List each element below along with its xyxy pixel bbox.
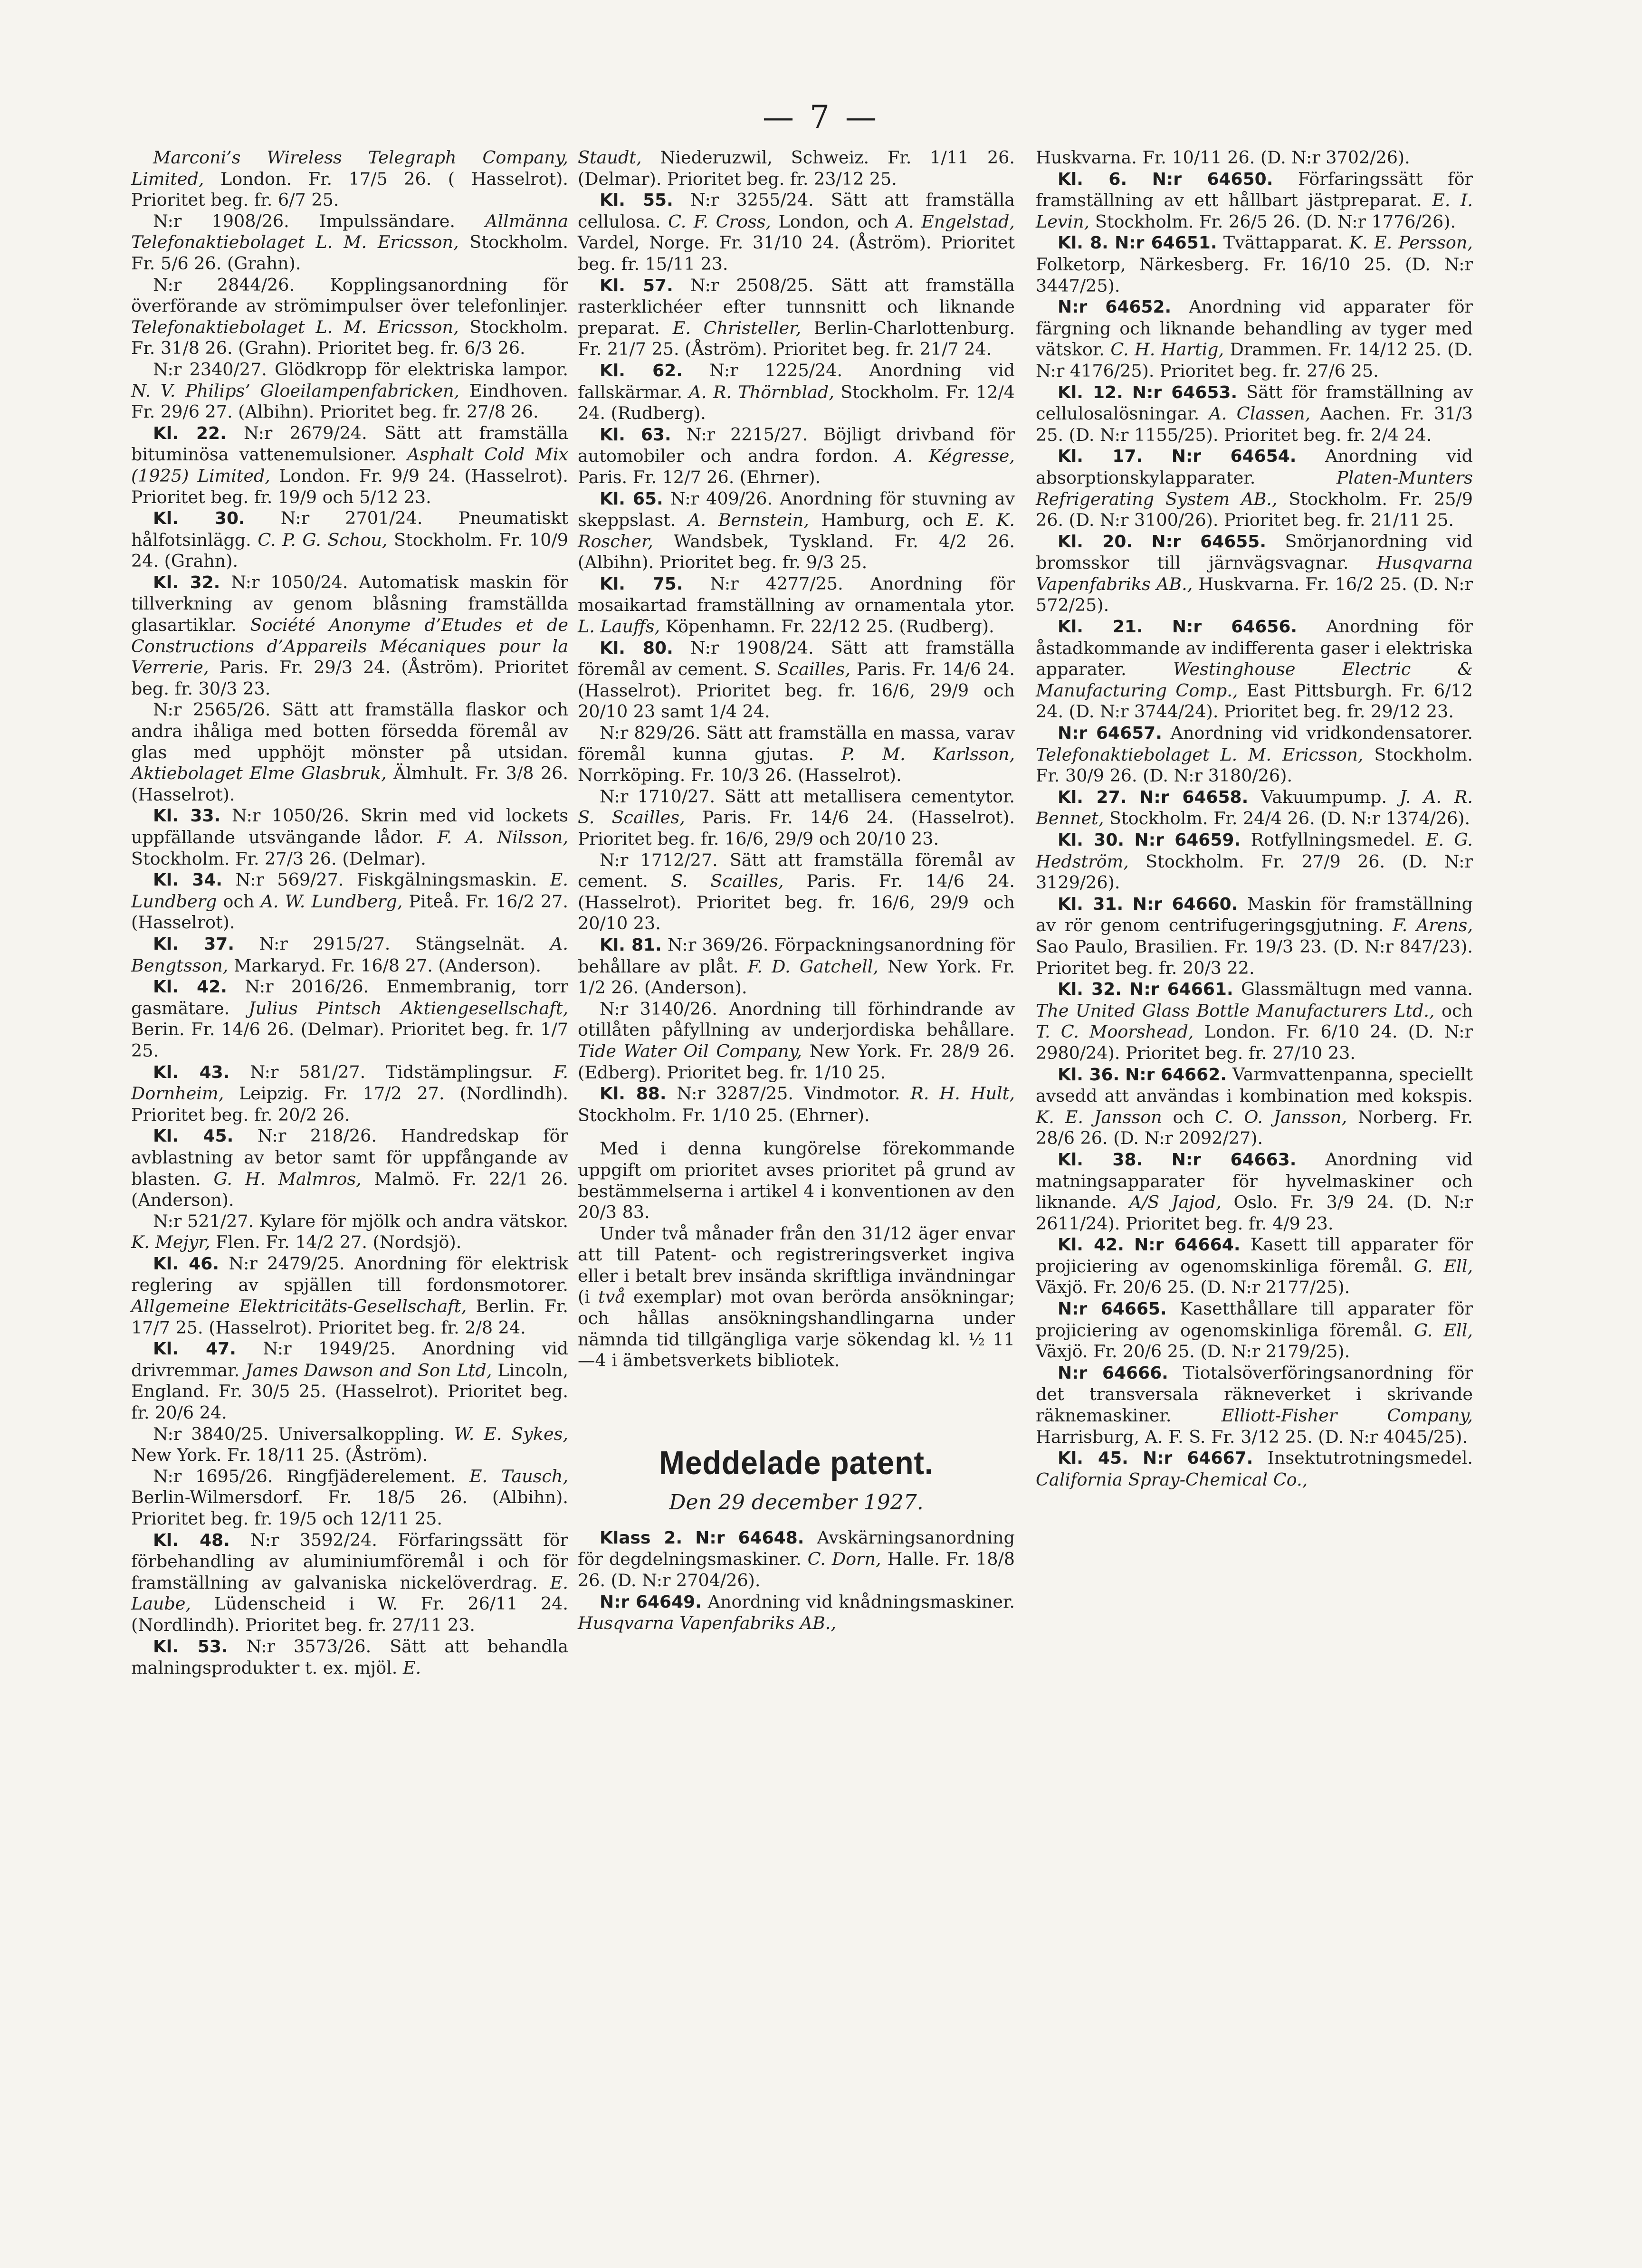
patent-entry [1036, 382, 1473, 446]
class-label: Kl. 12. [1058, 382, 1123, 402]
entry-details: Oslo. Fr. 3/9 24. (D. N:r 2611/24). Prioritet beg. fr. 4/9 23. [1036, 1192, 1473, 1234]
patent-entry [131, 1338, 568, 1423]
class-label: Kl. 21. [1058, 617, 1143, 637]
applicant-name: C. F. Cross, [668, 211, 772, 232]
entry-text: N:r 3255/24. Sätt att framställa cellulosa. [578, 190, 1015, 232]
applicant-name: Elliott-Fisher Company, [1221, 1405, 1473, 1426]
class-label: Kl. 43. [153, 1062, 230, 1082]
entry-text: N:r 3840/25. Universalkoppling. [153, 1423, 454, 1444]
patent-entry [131, 423, 568, 508]
applicant-name: R. H. Hult, [910, 1083, 1015, 1104]
patent-entry [578, 850, 1015, 934]
applicant-name: G. Ell, [1413, 1256, 1473, 1277]
entry-text: N:r 2215/27. Böjligt drivband för automobiler och andra fordon. [578, 424, 1015, 467]
entry-details: Niederuzwil, Schweiz. Fr. 1/11 26. (Delmar). Prioritet beg. fr. 23/12 25. [578, 147, 1015, 189]
column-3 [1036, 147, 1473, 1490]
patent-number: N:r 64660. [1132, 894, 1238, 914]
patent-entry [131, 508, 568, 572]
applicant-name: California Spray-Chemical Co., [1036, 1469, 1308, 1490]
entry-text: N:r 2844/26. Kopplingsanordning för överförande av strömimpulser över telefonlinjer. [131, 274, 568, 316]
applicant-name: J. A. R. Bennet, [1036, 786, 1473, 829]
section-heading: Meddelade patent. [659, 1444, 934, 1481]
class-label: Kl. 36. [1058, 1065, 1120, 1085]
column-2-granted-patents [578, 1527, 1015, 1634]
applicant-name: Société Anonyme d’Etudes et de Constructions d’Appareils Mécaniques pour la Verrerie, [131, 615, 568, 678]
entry-text: N:r 1908/26. Impulssändare. [153, 210, 486, 231]
objection-notice [578, 1223, 1015, 1372]
patent-number: N:r 64652. [1058, 297, 1172, 317]
applicant-name: G. Ell, [1413, 1320, 1473, 1341]
class-label: Kl. 45. [153, 1126, 234, 1146]
entry-details: och [1162, 1106, 1215, 1127]
entry-text: Avskärningsanordning för degdelningsmaskiner. [578, 1527, 1015, 1570]
applicant-name: Asphalt Cold Mix (1925) Limited, [131, 444, 568, 486]
patent-entry [578, 190, 1015, 275]
entry-text: Anordning vid knådningsmaskiner. [701, 1591, 1015, 1612]
applicant-name: E. Lundberg [131, 869, 569, 912]
patent-entry [578, 275, 1015, 360]
class-label: Kl. 17. [1058, 447, 1143, 467]
patent-entry [1036, 1363, 1473, 1448]
entry-details: Vardel, Norge. Fr. 31/10 24. (Åström). Prioritet beg. fr. 15/11 23. [578, 232, 1015, 274]
class-label: Kl. 75. [600, 574, 683, 594]
entry-details: Paris. Fr. 14/6 24. (Hasselrot). Prioritet beg. fr. 16/6, 29/9 och 20/10 23 samt 1/4 24. [578, 659, 1015, 722]
entry-text: N:r 369/26. Förpackningsanordning för behållare av plåt. [578, 934, 1015, 977]
patent-entry [578, 638, 1015, 723]
entry-details: Berin. Fr. 14/6 26. (Delmar). Prioritet beg. fr. 1/7 25. [131, 1019, 568, 1061]
patent-entry [578, 723, 1015, 786]
entry-details: London, och [771, 211, 896, 232]
patent-entry [131, 1530, 568, 1636]
patent-entry [578, 573, 1015, 638]
patent-entry [578, 999, 1015, 1083]
class-label: Kl. 45. [1058, 1448, 1128, 1468]
entry-text: N:r 1710/27. Sätt att metallisera cementytor. [600, 786, 1015, 807]
page-number: — 7 — [763, 99, 879, 135]
applicant-name: F. Dornheim, [131, 1061, 568, 1104]
applicant-name: A/S Jajod, [1129, 1192, 1222, 1213]
class-label: Kl. 62. [600, 361, 683, 381]
section-date: Den 29 december 1927. [669, 1490, 924, 1515]
class-label: Kl. 48. [153, 1530, 230, 1550]
class-label: Kl. 42. [1058, 1235, 1124, 1255]
entry-text: N:r 2679/24. Sätt att framställa bituminösa vattenemulsioner. [131, 422, 569, 465]
entry-details: Berlin-Wilmersdorf. Fr. 18/5 26. (Albihn). Prioritet beg. fr. 19/5 och 12/11 25. [131, 1487, 568, 1529]
applicant-name: A. Engelstad, [896, 211, 1015, 232]
class-label: Kl. 63. [600, 425, 671, 445]
entry-text: N:r 2701/24. Pneumatiskt hålfotsinlägg. [131, 508, 568, 550]
class-label: Kl. 38. [1058, 1150, 1143, 1170]
patent-number: N:r 64665. [1058, 1299, 1167, 1319]
entry-text: N:r 829/26. Sätt att framställa en massa, varav föremål kunna gjutas. [578, 723, 1015, 764]
patent-number: N:r 64663. [1171, 1150, 1297, 1170]
patent-number: N:r 64648. [695, 1528, 804, 1548]
entry-text: N:r 409/26. Anordning för stuvning av skeppslast. [578, 488, 1015, 531]
applicant-name: S. Scailles, [578, 807, 685, 828]
entry-text: Anordning vid absorptionskylapparater. [1036, 446, 1473, 488]
entry-details: Paris. Fr. 14/6 24. (Hasselrot). Prioritet beg. fr. 16/6, 29/9 och 20/10 23. [578, 807, 1015, 849]
entry-text: N:r 2565/26. Sätt att framställa flaskor och andra ihåliga med botten försedda föremål av glas med upphöjt mönster på utsidan. [131, 699, 568, 762]
applicant-name: Staudt, [578, 147, 642, 168]
entry-text: N:r 569/27. Fiskgälningsmaskin. [235, 869, 550, 890]
patent-entry [1036, 169, 1473, 233]
patent-entry [1036, 1234, 1473, 1298]
patent-entry [1036, 1298, 1473, 1363]
entry-details: Halle. Fr. 18/8 26. (D. N:r 2704/26). [578, 1549, 1015, 1591]
entry-text: Sätt för framställning av cellulosalösningar. [1036, 381, 1473, 424]
entry-text: N:r 1050/26. Skrin med vid lockets uppfällande utsvängande lådor. [131, 805, 569, 848]
class-label: Kl. 33. [153, 806, 221, 826]
applicant-name: S. Scailles, [754, 659, 850, 680]
patent-entry [578, 1527, 1015, 1591]
applicant-name: Westinghouse Electric & Manufacturing Comp., [1036, 659, 1473, 701]
patent-entry [1036, 787, 1473, 829]
entry-text: N:r 2479/25. Anordning för elektrisk reglering av spjällen till fordonsmotorer. [131, 1253, 568, 1296]
entry-text: Smörjanordning vid bromsskor till järnvägsvagnar. [1036, 531, 1473, 573]
entry-text: N:r 2016/26. Enmembranig, torr gasmätare. [131, 976, 568, 1019]
applicant-name: E. Christeller, [672, 317, 802, 338]
patent-entry [131, 976, 568, 1061]
entry-details: Stockholm. Fr. 30/9 26. (D. N:r 3180/26). [1036, 744, 1473, 786]
applicant-name: A. R. Thörnblad, [688, 381, 834, 402]
entry-text: Rotfyllningsmedel. [1241, 829, 1426, 850]
applicant-name: F. Arens, [1392, 915, 1473, 936]
entry-details: Stockholm. Fr. 27/3 26. (Delmar). [131, 848, 426, 869]
entry-details: Sao Paulo, Brasilien. Fr. 19/3 23. (D. N:r 847/23). Prioritet beg. fr. 20/3 22. [1036, 936, 1473, 978]
applicant-name: Marconi’s Wireless Telegraph Company, Limited, [131, 147, 568, 189]
patent-entry [131, 1636, 568, 1679]
patent-entry [578, 934, 1015, 999]
entry-details: Flen. Fr. 14/2 27. (Nordsjö). [210, 1232, 462, 1253]
entry-text: N:r 2508/25. Sätt att framställa rasterklichéer efter tunnsnitt och liknande preparat. [578, 275, 1015, 338]
entry-text: Anordning vid vridkondensatorer. [1162, 723, 1473, 743]
applicant-name: F. D. Gatchell, [747, 956, 879, 977]
applicant-name: Platen-Munters Refrigerating System AB., [1036, 467, 1473, 509]
entry-text: Tvättapparat. [1217, 232, 1349, 253]
patent-number: N:r 64658. [1139, 787, 1249, 807]
applicant-name: W. E. Sykes, [454, 1423, 568, 1444]
entry-details: Huskvarna. Fr. 16/2 25. (D. N:r 572/25). [1036, 573, 1473, 616]
entry-text: Insektutrotningsmedel. [1253, 1448, 1473, 1468]
patent-number: N:r 64661. [1129, 980, 1233, 1000]
entry-details: Stockholm. Fr. 24/4 26. (D. N:r 1374/26). [1104, 808, 1470, 829]
applicant-name: Allgemeine Elektricitäts-Gesellschaft, [131, 1296, 467, 1317]
patent-number: N:r 64650. [1152, 169, 1273, 189]
objection-notice-text-a: Under två månader från den 31/12 äger envar att till Patent- och registreringsverket ingiva eller i betalt brev insända skriftliga invändningar (i [578, 1223, 1015, 1307]
patent-entry [131, 275, 568, 359]
entry-details: London. Fr. 6/10 24. (D. N:r 2980/24). Prioritet beg. fr. 27/10 23. [1036, 1021, 1473, 1063]
class-label: Kl. 30. [1058, 830, 1125, 850]
class-label: Kl. 80. [600, 638, 673, 658]
entry-details: Malmö. Fr. 22/1 26. (Anderson). [131, 1168, 568, 1210]
patent-entry [131, 699, 568, 805]
class-label: Kl. 42. [153, 977, 227, 997]
patent-entry [131, 934, 568, 976]
entry-details: Växjö. Fr. 20/6 25. (D. N:r 2177/25). [1036, 1277, 1350, 1298]
applicant-name: E. G. Hedström, [1036, 829, 1473, 872]
entry-details: Harrisburg, A. F. S. Fr. 3/12 25. (D. N:r 4045/25). [1036, 1426, 1468, 1447]
entry-text: N:r 1050/24. Automatisk maskin för tillverkning av genom blåsning framställda glasartiklar. [131, 572, 568, 636]
applicant-name: Aktiebolaget Elme Glasbruk, [131, 763, 387, 784]
entry-text: N:r 2340/27. Glödkropp för elektriska lampor. [153, 359, 568, 380]
entry-text: N:r 218/26. Handredskap för avblastning av betor samt för uppfångande av blasten. [131, 1125, 568, 1189]
applicant-name: The United Glass Bottle Manufacturers Ltd., [1036, 1000, 1435, 1021]
entry-text: Förfaringssätt för framställning av ett hållbart jästpreparat. [1036, 168, 1473, 211]
class-label: Kl. 53. [153, 1637, 228, 1657]
patent-entry [131, 1062, 568, 1126]
class-label: Kl. 37. [153, 934, 235, 954]
patent-number: N:r 64657. [1058, 724, 1162, 743]
applicant-name: N. V. Philips’ Gloeilampenfabricken, [131, 380, 460, 401]
entry-details: Stockholm. Fr. 12/4 24. (Rudberg). [578, 381, 1015, 424]
entry-details: Lincoln, England. Fr. 30/5 25. (Hasselrot). Prioritet beg. fr. 20/6 24. [131, 1360, 568, 1423]
entry-details: Älmhult. Fr. 3/8 26. (Hasselrot). [131, 763, 568, 805]
class-label: Kl. 6. [1058, 169, 1127, 189]
patent-entry [131, 1211, 568, 1253]
applicant-name: C. P. G. Schou, [258, 529, 388, 550]
patent-entry [1036, 616, 1473, 723]
applicant-name: James Dawson and Son Ltd, [245, 1360, 492, 1381]
entry-details: Folketorp, Närkesberg. Fr. 16/10 25. (D. N:r 3447/25). [1036, 254, 1473, 296]
applicant-name: C. O. Jansson, [1215, 1106, 1347, 1127]
patent-entry [131, 1125, 568, 1210]
patent-number: N:r 64655. [1151, 532, 1267, 552]
class-label: Kl. 22. [153, 423, 227, 443]
granted-patents-heading-block [578, 1443, 1015, 1517]
patent-entry [1036, 979, 1473, 1064]
class-label: Klass 2. [600, 1528, 683, 1548]
entry-text: N:r 3592/24. Förfaringssätt för förbehandling av aluminiumföremål i och för framställning av galvaniska nickelöverdrag. [131, 1529, 568, 1593]
entry-details: Hamburg, och [809, 510, 966, 531]
entry-details: Stockholm. Fr. 27/9 26. (D. N:r 3129/26). [1036, 851, 1473, 893]
entry-details: Aachen. Fr. 31/3 25. (D. N:r 1155/25). Prioritet beg. fr. 2/4 24. [1036, 403, 1473, 445]
applicant-name: Allmänna Telefonaktiebolaget L. M. Ericsson, [131, 210, 568, 253]
applicant-name: T. C. Moorshead, [1036, 1021, 1194, 1042]
patent-entry [1036, 531, 1473, 616]
entry-text: Kasett till apparater för projiciering av ogenomskinliga föremål. [1036, 1234, 1473, 1277]
class-label: Kl. 32. [1058, 980, 1122, 1000]
entry-details: Drammen. Fr. 14/12 25. (D. N:r 4176/25). Prioritet beg. fr. 27/6 25. [1036, 339, 1473, 381]
patent-number: N:r 64656. [1172, 617, 1298, 637]
entry-details: Stockholm. Fr. 26/5 26. (D. N:r 1776/26). [1089, 211, 1456, 232]
entry-details: Leipzig. Fr. 17/2 27. (Nordlindh). Prioritet beg. fr. 20/2 26. [131, 1083, 568, 1125]
entry-details: och [217, 891, 261, 912]
applicant-name: Husqvarna Vapenfabriks AB., [578, 1613, 836, 1634]
entry-details: New York. Fr. 18/11 25. (Åström). [131, 1445, 428, 1466]
applicant-name: K. Mejyr, [131, 1232, 210, 1253]
applicant-name: F. A. Nilsson, [437, 827, 568, 848]
entry-text: Anordning vid apparater för färgning och liknande behandling av tyger med vätskor. [1036, 296, 1473, 360]
patent-number: N:r 64666. [1058, 1363, 1168, 1383]
patent-entry [578, 424, 1015, 488]
class-label: Kl. 88. [600, 1084, 667, 1104]
patent-entry [1036, 147, 1473, 169]
patent-number: N:r 64662. [1125, 1065, 1227, 1085]
applicant-name: E. K. Roscher, [578, 510, 1015, 552]
entry-text: Huskvarna. Fr. 10/11 26. (D. N:r 3702/26). [1036, 147, 1410, 168]
patent-number: N:r 64659. [1134, 830, 1241, 850]
entry-details: Paris. Fr. 12/7 26. (Ehrner). [578, 467, 821, 487]
class-label: Kl. 32. [153, 572, 220, 592]
patent-entry [1036, 232, 1473, 296]
patent-entry [131, 572, 568, 700]
entry-text: Anordning vid matningsapparater för hyvelmaskiner och liknande. [1036, 1149, 1473, 1213]
class-label: Kl. 46. [153, 1254, 220, 1274]
patent-number: N:r 64649. [600, 1592, 702, 1612]
entry-text: Maskin för framställning av rör genom centrifugeringsgjutning. [1036, 893, 1473, 936]
entry-text: N:r 2915/27. Stängselnät. [259, 933, 551, 954]
entry-text: Tiotalsöverföringsanordning för det transversala räkneverket i skrivande räknemaskiner. [1036, 1362, 1473, 1426]
patent-number: N:r 64654. [1171, 447, 1297, 467]
patent-entry [1036, 1448, 1473, 1490]
column-2 [578, 147, 1015, 1634]
patent-entry [1036, 894, 1473, 979]
objection-notice-emphasis: två [598, 1286, 626, 1307]
entry-details: Stockholm. Fr. 31/8 26. (Grahn). Prioritet beg. fr. 6/3 26. [131, 316, 568, 359]
entry-text: Glassmältugn med vanna. [1233, 979, 1473, 1000]
entry-details: New York. Fr. 1/2 26. (Anderson). [578, 956, 1015, 998]
patent-entry [1036, 296, 1473, 381]
entry-details: Berlin-Charlottenburg. Fr. 21/7 25. (Åström). Prioritet beg. fr. 21/7 24. [578, 317, 1015, 360]
entry-details: Wandsbek, Tyskland. Fr. 4/2 26. (Albihn). Prioritet beg. fr. 9/3 25. [578, 531, 1015, 573]
entry-text: N:r 4277/25. Anordning för mosaikartad framställning av ornamentala ytor. [578, 573, 1015, 616]
entry-details: Norberg. Fr. 28/6 26. (D. N:r 2092/27). [1036, 1106, 1473, 1149]
entry-details: Markaryd. Fr. 16/8 27. (Anderson). [228, 955, 541, 976]
applicant-name: P. M. Karlsson, [841, 743, 1015, 764]
patent-entry [1036, 446, 1473, 531]
patent-entry [1036, 829, 1473, 894]
entry-details: Stockholm. Fr. 1/10 25. (Ehrner). [578, 1105, 870, 1125]
class-label: Kl. 81. [600, 935, 662, 955]
class-label: Kl. 31. [1058, 894, 1124, 914]
patent-entry [578, 147, 1015, 190]
patent-number: N:r 64664. [1134, 1235, 1241, 1255]
entry-text: N:r 521/27. Kylare för mjölk och andra vätskor. [153, 1210, 568, 1231]
patent-number: N:r 64651. [1115, 233, 1217, 253]
patent-number: N:r 64653. [1132, 382, 1238, 402]
patent-entry [578, 360, 1015, 424]
entry-details: East Pittsburgh. Fr. 6/12 24. (D. N:r 3744/24). Prioritet beg. fr. 29/12 23. [1036, 680, 1473, 722]
patent-entry [131, 147, 568, 211]
entry-text: N:r 3287/25. Vindmotor. [677, 1083, 911, 1104]
patent-entry [578, 488, 1015, 573]
applicant-name: A. Kégresse, [895, 446, 1015, 467]
patent-entry [1036, 723, 1473, 787]
priority-notice: Med i denna kungörelse förekommande uppgift om prioritet avses prioritet på grund av bestämmelserna i artikel 4 i konventionen av den 20/3 83. [578, 1138, 1015, 1223]
entry-text: N:r 3573/26. Sätt att behandla malningsprodukter t. ex. mjöl. [131, 1636, 569, 1678]
applicant-name: C. Dorn, [807, 1549, 881, 1570]
applicant-name: E. I. Levin, [1036, 190, 1473, 232]
entry-text: Vakuumpump. [1248, 786, 1400, 807]
entry-details: Köpenhamn. Fr. 22/12 25. (Rudberg). [660, 616, 994, 637]
entry-text: N:r 1225/24. Anordning vid fallskärmar. [578, 360, 1015, 402]
entry-details: Piteå. Fr. 16/2 27. (Hasselrot). [131, 891, 569, 933]
entry-details: London. Fr. 9/9 24. (Hasselrot). Prioritet beg. fr. 19/9 och 5/12 23. [131, 465, 568, 507]
entry-text: Varmvattenpanna, speciellt avsedd att användas i kombination med kokspis. [1036, 1064, 1473, 1106]
column-1 [131, 147, 568, 1679]
patent-entry [131, 211, 568, 275]
entry-details: Paris. Fr. 29/3 24. (Åström). Prioritet beg. fr. 30/3 23. [131, 657, 568, 699]
applicant-name: S. Scailles, [671, 871, 784, 892]
entry-details: Lüdenscheid i W. Fr. 26/11 24. (Nordlindh). Prioritet beg. fr. 27/11 23. [131, 1593, 568, 1635]
applicant-name: L. Lauffs, [578, 616, 660, 637]
applicant-name: A. Classen, [1209, 403, 1311, 424]
applicant-name: C. H. Hartig, [1110, 339, 1224, 360]
applicant-name: E. Tausch, [469, 1466, 568, 1487]
patent-entry [131, 1466, 568, 1530]
applicant-name: E. [402, 1658, 421, 1678]
entry-details: och [1434, 1000, 1473, 1021]
entry-text: N:r 1712/27. Sätt att framställa föremål av cement. [578, 849, 1015, 892]
patent-entry [131, 359, 568, 423]
objection-notice-text-b: exemplar) mot ovan berörda ansökningar; och hållas ansökningshandlingarna under nämnda tid tillgängliga varje sökendag kl. ½ 11 —4 i ämbetsverkets bibliotek. [578, 1286, 1015, 1371]
class-label: Kl. 34. [153, 870, 223, 890]
entry-text: N:r 1908/24. Sätt att framställa föremål av cement. [578, 637, 1015, 680]
patent-entry [131, 805, 568, 869]
entry-details: Stockholm. Fr. 5/6 26. (Grahn). [131, 232, 568, 274]
entry-text: Kasetthållare till apparater för projiciering av ogenomskinliga föremål. [1036, 1298, 1473, 1341]
class-label: Kl. 30. [153, 509, 245, 529]
applicant-name: Julius Pintsch Aktiengesellschaft, [248, 998, 568, 1019]
applicant-name: Tide Water Oil Company, [578, 1040, 802, 1061]
patent-entry [131, 1424, 568, 1466]
applicant-name: Telefonaktiebolaget L. M. Ericsson, [1036, 744, 1364, 765]
applicant-name: A. W. Lundberg, [260, 891, 403, 912]
patent-entry [1036, 1149, 1473, 1234]
class-label: Kl. 55. [600, 191, 673, 210]
class-label: Kl. 57. [600, 276, 673, 295]
entry-details: Berlin. Fr. 17/7 25. (Hasselrot). Prioritet beg. fr. 2/8 24. [131, 1296, 569, 1338]
class-label: Kl. 20. [1058, 532, 1133, 552]
entry-text: Anordning för åstadkommande av indifferenta gaser i elektriska apparater. [1036, 616, 1473, 680]
entry-text: N:r 3140/26. Anordning till förhindrande av otillåten påfyllning av underjordiska behållare. [578, 998, 1015, 1040]
patent-entry [578, 786, 1015, 850]
class-label: Kl. 65. [600, 489, 663, 509]
class-label: Kl. 47. [153, 1339, 236, 1359]
entry-text: N:r 1949/25. Anordning vid drivremmar. [131, 1338, 569, 1381]
applicant-name: K. E. Jansson [1036, 1106, 1162, 1127]
patent-entry [578, 1591, 1015, 1634]
entry-details: Paris. Fr. 14/6 24. (Hasselrot). Prioritet beg. fr. 16/6, 29/9 och 20/10 23. [578, 871, 1015, 934]
applicant-name: K. E. Persson, [1349, 232, 1473, 253]
entry-details: Stockholm. Fr. 10/9 24. (Grahn). [131, 529, 568, 572]
patent-entry [578, 1083, 1015, 1126]
applicant-name: A. Bengtsson, [131, 933, 569, 976]
entry-details: Stockholm. Fr. 25/9 26. (D. N:r 3100/26). Prioritet beg. fr. 21/11 25. [1036, 488, 1473, 531]
class-label: Kl. 8. [1058, 233, 1108, 253]
entry-details: Växjö. Fr. 20/6 25. (D. N:r 2179/25). [1036, 1341, 1350, 1362]
patent-number: N:r 64667. [1142, 1448, 1253, 1468]
entry-text: N:r 1695/26. Ringfjäderelement. [153, 1466, 469, 1487]
applicant-name: Husqvarna Vapenfabriks AB., [1036, 553, 1473, 594]
entry-details: New York. Fr. 28/9 26. (Edberg). Prioritet beg. fr. 1/10 25. [578, 1040, 1015, 1083]
patent-entry [131, 1253, 568, 1338]
applicant-name: E. Laube, [131, 1572, 568, 1614]
patent-entry [131, 869, 568, 934]
column-2-applications [578, 147, 1015, 1126]
class-label: Kl. 27. [1058, 787, 1127, 807]
entry-details: London. Fr. 17/5 26. ( Hasselrot). Prioritet beg. fr. 6/7 25. [131, 168, 568, 210]
applicant-name: A. Bernstein, [688, 510, 809, 531]
entry-text: N:r 581/27. Tidstämplingsur. [250, 1061, 554, 1082]
applicant-name: G. H. Malmros, [213, 1168, 362, 1189]
entry-details: Norrköping. Fr. 10/3 26. (Hasselrot). [578, 765, 902, 786]
applicant-name: Telefonaktiebolaget L. M. Ericsson, [131, 316, 459, 337]
patent-entry [1036, 1064, 1473, 1149]
entry-details: Eindhoven. Fr. 29/6 27. (Albihn). Prioritet beg. fr. 27/8 26. [131, 380, 568, 422]
